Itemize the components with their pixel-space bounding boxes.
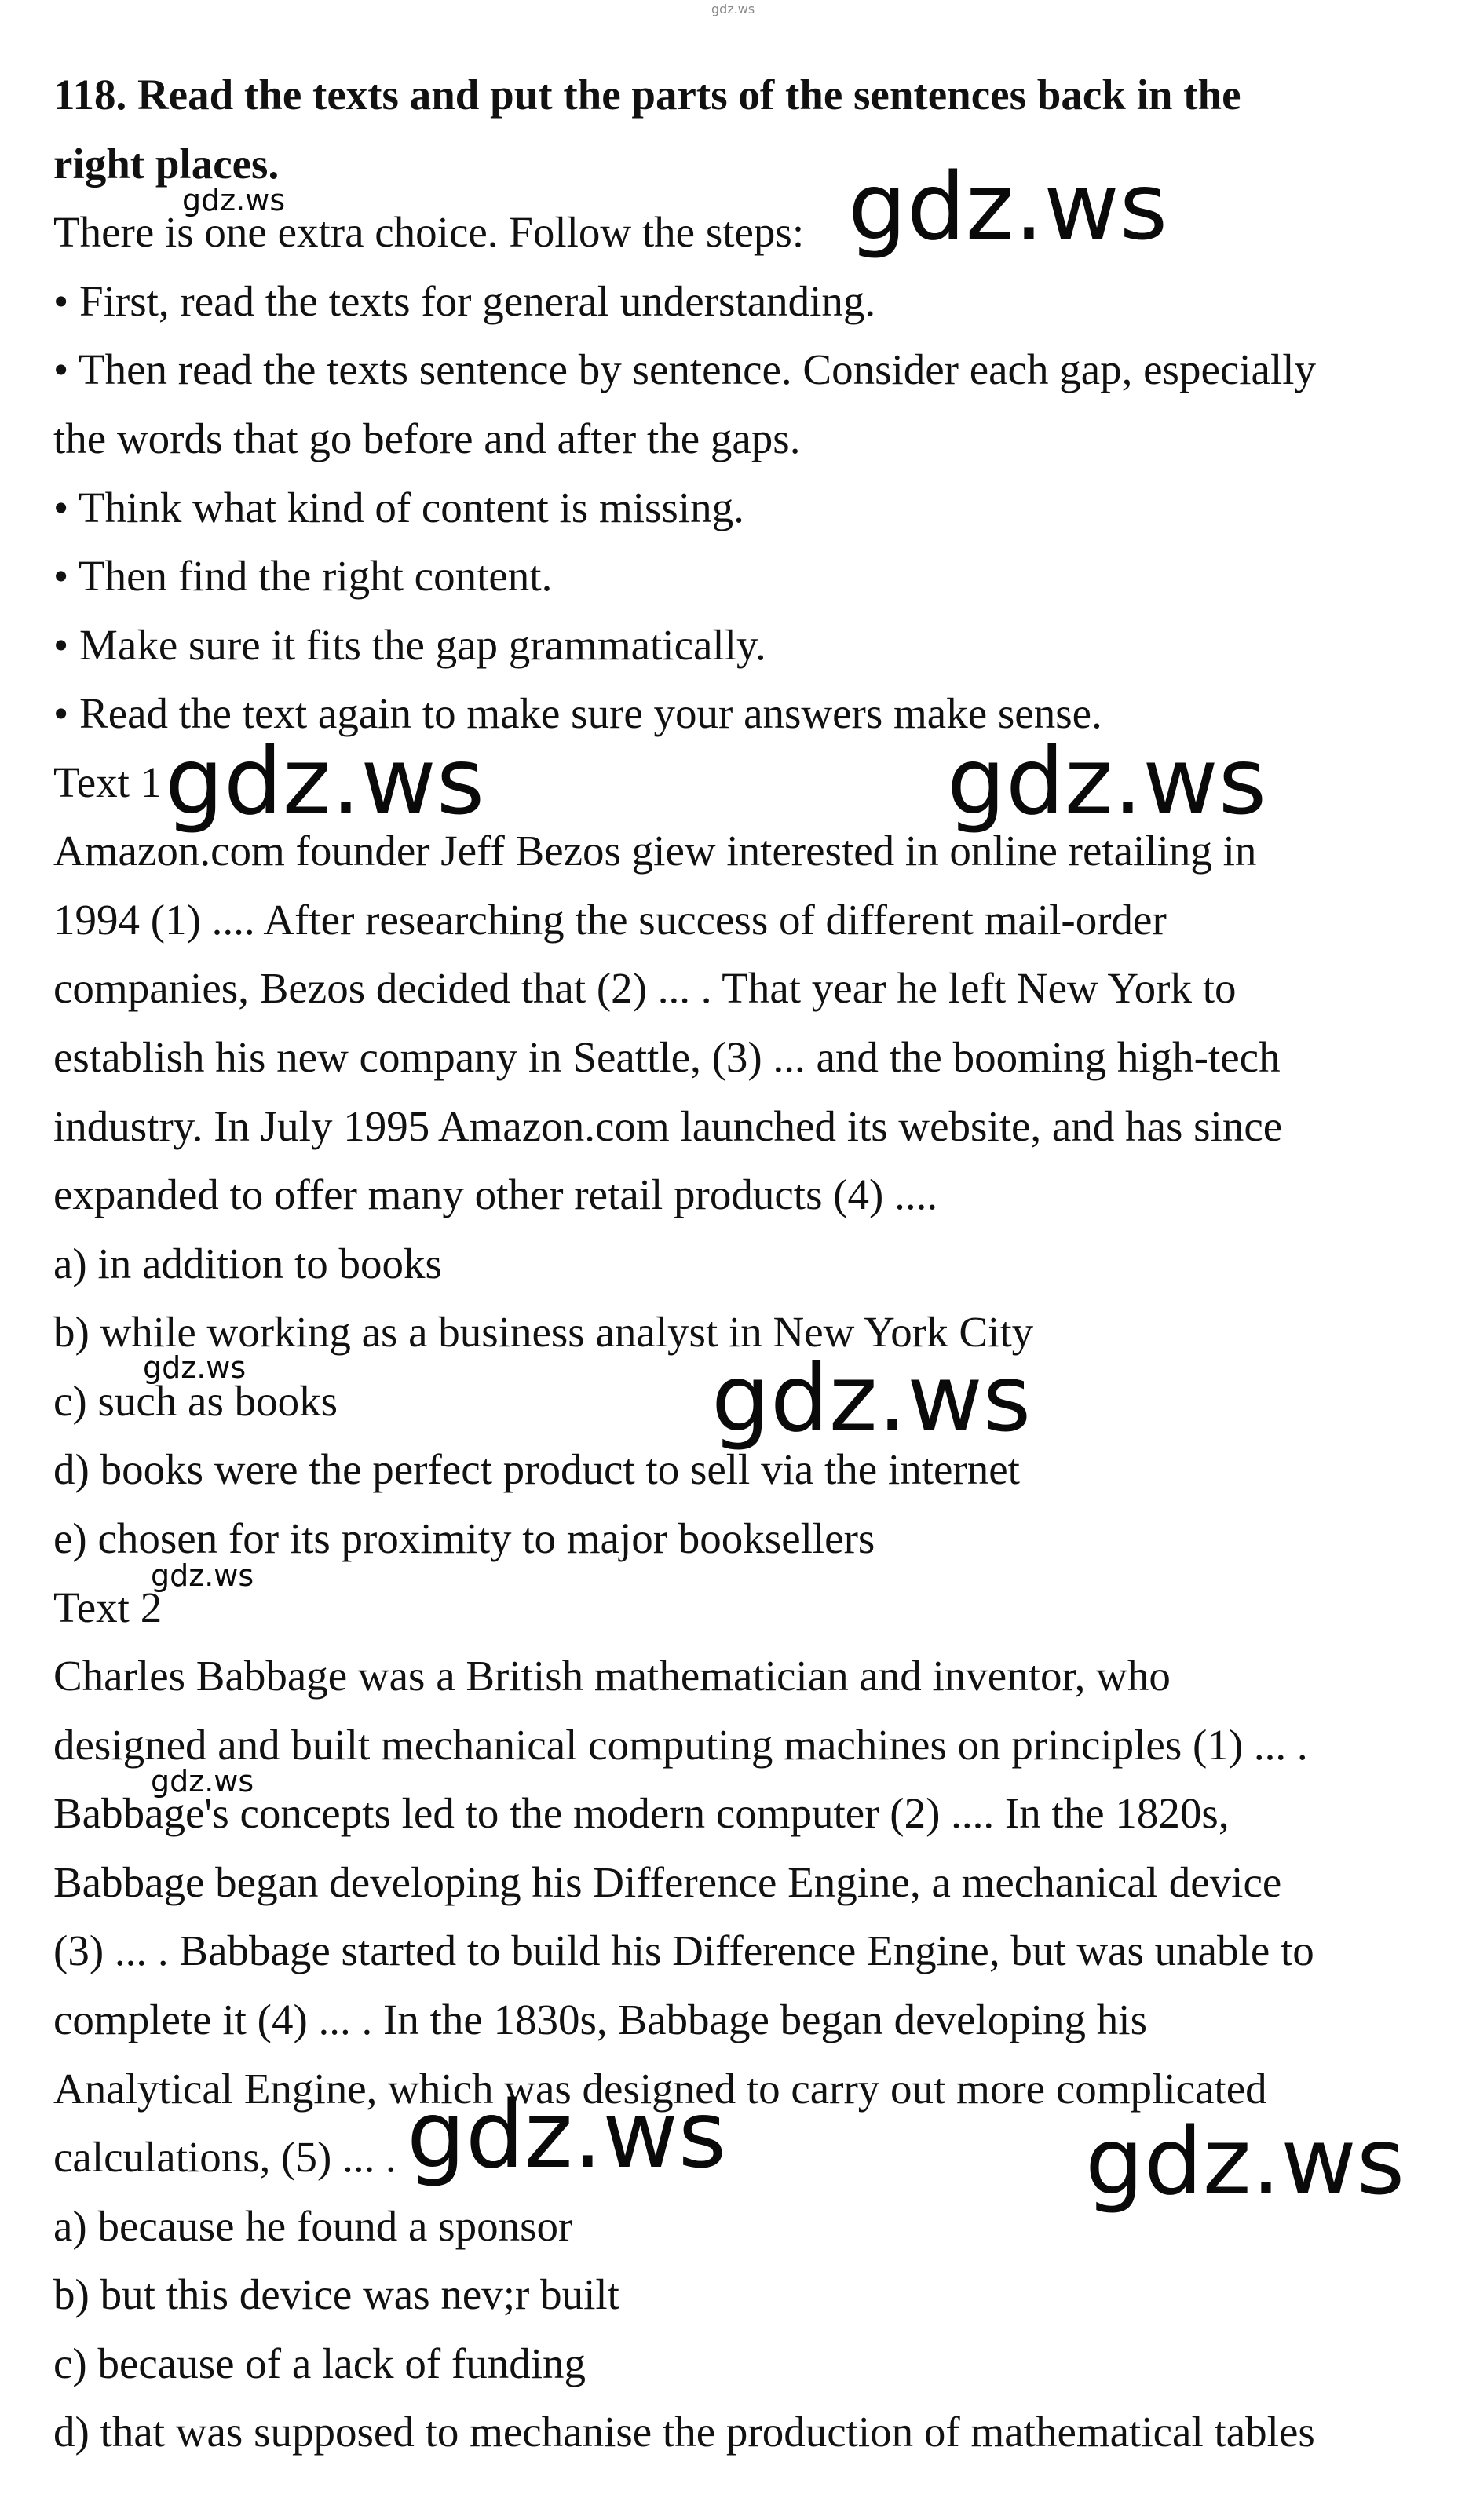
text1-line: expanded to offer many other retail products (4) .... (53, 1171, 938, 1218)
text2-line: (3) ... . Babbage started to build his Difference Engine, but was unable to (53, 1927, 1314, 1974)
step-item: • Then find the right content. (53, 552, 553, 600)
text1-line: industry. In July 1995 Amazon.com launched its website, and has since (53, 1102, 1283, 1150)
watermark-large: gdz.ws (1085, 2107, 1405, 2215)
text1-line: 1994 (1) .... After researching the success of different mail-order (53, 896, 1167, 944)
text1-option: a) in addition to books (53, 1240, 442, 1287)
text1-line: establish his new company in Seattle, (3) ... and the booming high-tech (53, 1033, 1281, 1081)
text2-title: Text 2 (53, 1583, 163, 1631)
text1-option: e) chosen for its proximity to major booksellers (53, 1514, 875, 1562)
text2-option: a) because he found a sponsor (53, 2202, 573, 2250)
watermark-large: gdz.ws (165, 727, 485, 835)
text1-option: d) books were the perfect product to sell via the internet (53, 1445, 1020, 1493)
text2-line: Babbage began developing his Difference Engine, a mechanical device (53, 1858, 1282, 1906)
step-item: • Think what kind of content is missing. (53, 484, 744, 531)
watermark-small: gdz.ws (143, 1350, 247, 1385)
text2-option: d) that was supposed to mechanise the production of mathematical tables (53, 2408, 1315, 2456)
watermark-large: gdz.ws (947, 727, 1267, 835)
watermark-large: gdz.ws (848, 152, 1168, 261)
watermark-small: gdz.ws (151, 1764, 254, 1799)
text1-line: companies, Bezos decided that (2) ... . That year he left New York to (53, 964, 1237, 1012)
watermark-large: gdz.ws (407, 2080, 727, 2189)
text2-line: complete it (4) ... . In the 1830s, Babbage began developing his (53, 1996, 1147, 2043)
watermark-small: gdz.ws (182, 183, 286, 217)
text1-option: b) while working as a business analyst in New York City (53, 1308, 1034, 1356)
text2-line: designed and built mechanical computing machines on principles (1) ... . (53, 1721, 1308, 1769)
exercise-heading-line-2: right places. (53, 140, 280, 188)
text2-option: b) but this device was nev;r built (53, 2270, 619, 2318)
step-item-continuation: the words that go before and after the gaps. (53, 415, 801, 462)
step-item: • First, read the texts for general understanding. (53, 277, 876, 325)
text2-line: Charles Babbage was a British mathematician and inventor, who (53, 1652, 1171, 1700)
step-item: • Read the text again to make sure your answers make sense. (53, 689, 1102, 737)
text2-line: Analytical Engine, which was designed to carry out more complicated (53, 2065, 1267, 2113)
step-item: • Then read the texts sentence by sentence. Consider each gap, especially (53, 345, 1317, 393)
watermark-top: gdz.ws (711, 2, 755, 16)
text2-line: calculations, (5) ... . (53, 2133, 396, 2181)
text1-option: c) such as books (53, 1377, 338, 1425)
intro-text: There is one extra choice. Follow the steps: (53, 208, 805, 256)
text2-option: c) because of a lack of funding (53, 2339, 586, 2387)
watermark-large: gdz.ws (711, 1344, 1032, 1452)
watermark-small: gdz.ws (151, 1558, 254, 1593)
step-item: • Make sure it fits the gap grammatically. (53, 621, 766, 669)
exercise-heading-line-1: 118. Read the texts and put the parts of the sentences back in the (53, 71, 1241, 119)
text1-title: Text 1 (53, 758, 163, 806)
text2-line: Babbage's concepts led to the modern computer (2) .... In the 1820s, (53, 1789, 1230, 1837)
text1-line: Amazon.com founder Jeff Bezos giew interested in online retailing in (53, 827, 1257, 875)
